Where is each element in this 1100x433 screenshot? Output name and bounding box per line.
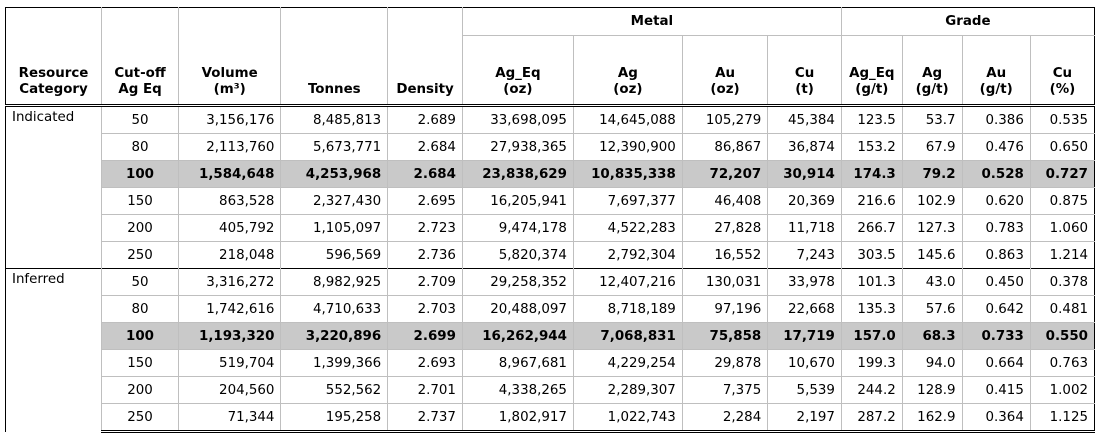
value-cell: 1,105,097: [281, 215, 388, 242]
value-cell: 2.693: [388, 350, 463, 377]
value-cell: 1,742,616: [178, 296, 280, 323]
table-row: [6, 242, 1095, 269]
column-header-line1: Au: [986, 66, 1007, 81]
resource-estimate-table: [5, 7, 1095, 433]
value-cell: 1,802,917: [462, 404, 573, 432]
value-cell: 3,220,896: [281, 323, 388, 350]
value-cell: 123.5: [841, 106, 902, 134]
value-cell: 1.060: [1030, 215, 1094, 242]
value-cell: 2,327,430: [281, 188, 388, 215]
column-header-line2: Category: [19, 82, 88, 97]
value-cell: 266.7: [841, 215, 902, 242]
value-cell: 33,698,095: [462, 106, 573, 134]
metal-group-header: Metal: [462, 8, 841, 36]
cutoff-cell: 100: [102, 323, 179, 350]
column-header-line2: (g/t): [915, 82, 949, 97]
column-header-grade-ag: [902, 36, 962, 106]
value-cell: 0.535: [1030, 106, 1094, 134]
value-cell: 29,878: [682, 350, 767, 377]
value-cell: 1.125: [1030, 404, 1094, 432]
header-blank-cell: [178, 8, 280, 36]
value-cell: 101.3: [841, 269, 902, 296]
value-cell: 0.863: [962, 242, 1030, 269]
value-cell: 218,048: [178, 242, 280, 269]
value-cell: 0.664: [962, 350, 1030, 377]
value-cell: 27,938,365: [462, 134, 573, 161]
value-cell: 0.733: [962, 323, 1030, 350]
column-header-metal-cu: [768, 36, 842, 106]
value-cell: 1,399,366: [281, 350, 388, 377]
value-cell: 2.709: [388, 269, 463, 296]
cutoff-cell: 250: [102, 242, 179, 269]
table-body: [6, 106, 1095, 432]
value-cell: 33,978: [768, 269, 842, 296]
value-cell: 36,874: [768, 134, 842, 161]
value-cell: 10,835,338: [573, 161, 682, 188]
value-cell: 2.736: [388, 242, 463, 269]
column-header-line2: Ag Eq: [118, 82, 162, 97]
value-cell: 1,584,648: [178, 161, 280, 188]
value-cell: 20,488,097: [462, 296, 573, 323]
table-header: [6, 8, 1095, 106]
value-cell: 68.3: [902, 323, 962, 350]
value-cell: 0.378: [1030, 269, 1094, 296]
column-header-line2: Tonnes: [307, 82, 361, 97]
cutoff-cell: 150: [102, 350, 179, 377]
cutoff-cell: 50: [102, 269, 179, 296]
table-row: [6, 161, 1095, 188]
value-cell: 97,196: [682, 296, 767, 323]
value-cell: 8,485,813: [281, 106, 388, 134]
value-cell: 53.7: [902, 106, 962, 134]
table-row: [6, 404, 1095, 432]
value-cell: 130,031: [682, 269, 767, 296]
value-cell: 0.550: [1030, 323, 1094, 350]
column-header-line1: Ag_Eq: [849, 66, 895, 81]
table-row: [6, 350, 1095, 377]
value-cell: 57.6: [902, 296, 962, 323]
column-header-line1: Ag_Eq: [495, 66, 541, 81]
column-header-line1: Au: [715, 66, 735, 81]
value-cell: 7,068,831: [573, 323, 682, 350]
value-cell: 244.2: [841, 377, 902, 404]
value-cell: 5,673,771: [281, 134, 388, 161]
table-row: [6, 215, 1095, 242]
value-cell: 3,156,176: [178, 106, 280, 134]
value-cell: 0.642: [962, 296, 1030, 323]
value-cell: 0.364: [962, 404, 1030, 432]
value-cell: 2.723: [388, 215, 463, 242]
table-row: [6, 323, 1095, 350]
column-header-line2: (g/t): [855, 82, 889, 97]
value-cell: 2.695: [388, 188, 463, 215]
value-cell: 303.5: [841, 242, 902, 269]
cutoff-cell: 100: [102, 161, 179, 188]
value-cell: 46,408: [682, 188, 767, 215]
value-cell: 30,914: [768, 161, 842, 188]
value-cell: 1.214: [1030, 242, 1094, 269]
value-cell: 16,552: [682, 242, 767, 269]
value-cell: 16,205,941: [462, 188, 573, 215]
header-blank-cell: [388, 8, 463, 36]
value-cell: 43.0: [902, 269, 962, 296]
value-cell: 8,982,925: [281, 269, 388, 296]
value-cell: 157.0: [841, 323, 902, 350]
value-cell: 0.727: [1030, 161, 1094, 188]
value-cell: 2.684: [388, 161, 463, 188]
value-cell: 2.699: [388, 323, 463, 350]
value-cell: 7,697,377: [573, 188, 682, 215]
table-row: [6, 106, 1095, 134]
value-cell: 145.6: [902, 242, 962, 269]
value-cell: 86,867: [682, 134, 767, 161]
value-cell: 2.703: [388, 296, 463, 323]
column-header-line2: Density: [396, 82, 454, 97]
column-header-grade-cu: [1030, 36, 1094, 106]
value-cell: 199.3: [841, 350, 902, 377]
value-cell: 2,113,760: [178, 134, 280, 161]
value-cell: 79.2: [902, 161, 962, 188]
value-cell: 67.9: [902, 134, 962, 161]
header-blank-cell: [6, 8, 102, 36]
value-cell: 2,197: [768, 404, 842, 432]
value-cell: 4,253,968: [281, 161, 388, 188]
column-header-line1: Cu: [1052, 66, 1073, 81]
column-header-line2: (oz): [710, 82, 740, 97]
resource-table-container: [5, 7, 1095, 433]
value-cell: 4,338,265: [462, 377, 573, 404]
value-cell: 5,820,374: [462, 242, 573, 269]
value-cell: 596,569: [281, 242, 388, 269]
value-cell: 17,719: [768, 323, 842, 350]
value-cell: 7,375: [682, 377, 767, 404]
grade-group-header: Grade: [841, 8, 1094, 36]
value-cell: 0.450: [962, 269, 1030, 296]
table-row: [6, 188, 1095, 215]
value-cell: 102.9: [902, 188, 962, 215]
value-cell: 2,289,307: [573, 377, 682, 404]
value-cell: 27,828: [682, 215, 767, 242]
column-header-cutoff-ageq: [102, 36, 179, 106]
value-cell: 3,316,272: [178, 269, 280, 296]
value-cell: 10,670: [768, 350, 842, 377]
cutoff-cell: 50: [102, 106, 179, 134]
value-cell: 2.701: [388, 377, 463, 404]
column-header-grade-ageq: [841, 36, 902, 106]
column-header-line1: Ag: [922, 66, 943, 81]
value-cell: 12,390,900: [573, 134, 682, 161]
value-cell: 16,262,944: [462, 323, 573, 350]
value-cell: 2.737: [388, 404, 463, 432]
header-blank-cell: [102, 8, 179, 36]
value-cell: 5,539: [768, 377, 842, 404]
column-header-line2: (m³): [213, 82, 246, 97]
column-header-line2: (t): [795, 82, 814, 97]
value-cell: 0.476: [962, 134, 1030, 161]
value-cell: 105,279: [682, 106, 767, 134]
column-header-metal-ag: [573, 36, 682, 106]
value-cell: 11,718: [768, 215, 842, 242]
resource-category-cell: Inferred: [6, 269, 102, 432]
value-cell: 4,229,254: [573, 350, 682, 377]
value-cell: 0.783: [962, 215, 1030, 242]
column-header-line2: (%): [1049, 82, 1076, 97]
value-cell: 127.3: [902, 215, 962, 242]
value-cell: 8,967,681: [462, 350, 573, 377]
value-cell: 174.3: [841, 161, 902, 188]
column-header-grade-au: [962, 36, 1030, 106]
value-cell: 0.650: [1030, 134, 1094, 161]
column-header-density: [388, 36, 463, 106]
resource-category-cell: Indicated: [6, 106, 102, 269]
value-cell: 863,528: [178, 188, 280, 215]
value-cell: 135.3: [841, 296, 902, 323]
value-cell: 287.2: [841, 404, 902, 432]
column-header-metal-au: [682, 36, 767, 106]
column-header-line2: (oz): [613, 82, 643, 97]
cutoff-cell: 200: [102, 215, 179, 242]
column-header-line2: (g/t): [979, 82, 1013, 97]
value-cell: 2.689: [388, 106, 463, 134]
value-cell: 405,792: [178, 215, 280, 242]
table-row: [6, 269, 1095, 296]
value-cell: 71,344: [178, 404, 280, 432]
value-cell: 1,193,320: [178, 323, 280, 350]
column-header-volume: [178, 36, 280, 106]
value-cell: 45,384: [768, 106, 842, 134]
value-cell: 9,474,178: [462, 215, 573, 242]
column-header-resource-category: [6, 36, 102, 106]
value-cell: 8,718,189: [573, 296, 682, 323]
value-cell: 22,668: [768, 296, 842, 323]
value-cell: 20,369: [768, 188, 842, 215]
cutoff-cell: 80: [102, 296, 179, 323]
value-cell: 12,407,216: [573, 269, 682, 296]
value-cell: 72,207: [682, 161, 767, 188]
column-header-line1: Cut-off: [114, 66, 166, 81]
value-cell: 552,562: [281, 377, 388, 404]
cutoff-cell: 80: [102, 134, 179, 161]
table-row: [6, 377, 1095, 404]
value-cell: 14,645,088: [573, 106, 682, 134]
value-cell: 0.763: [1030, 350, 1094, 377]
value-cell: 1.002: [1030, 377, 1094, 404]
value-cell: 195,258: [281, 404, 388, 432]
value-cell: 2,792,304: [573, 242, 682, 269]
column-header-row: [6, 36, 1095, 106]
value-cell: 4,710,633: [281, 296, 388, 323]
value-cell: 216.6: [841, 188, 902, 215]
column-header-line1: Volume: [201, 66, 258, 81]
value-cell: 0.386: [962, 106, 1030, 134]
value-cell: 0.620: [962, 188, 1030, 215]
header-blank-cell: [281, 8, 388, 36]
value-cell: 23,838,629: [462, 161, 573, 188]
column-header-line1: Resource: [18, 66, 89, 81]
value-cell: 204,560: [178, 377, 280, 404]
value-cell: 0.415: [962, 377, 1030, 404]
value-cell: 0.875: [1030, 188, 1094, 215]
table-row: [6, 296, 1095, 323]
value-cell: 29,258,352: [462, 269, 573, 296]
value-cell: 128.9: [902, 377, 962, 404]
column-header-tonnes: [281, 36, 388, 106]
value-cell: 1,022,743: [573, 404, 682, 432]
value-cell: 75,858: [682, 323, 767, 350]
cutoff-cell: 200: [102, 377, 179, 404]
value-cell: 0.481: [1030, 296, 1094, 323]
value-cell: 519,704: [178, 350, 280, 377]
column-header-line1: Ag: [617, 66, 638, 81]
value-cell: 94.0: [902, 350, 962, 377]
value-cell: 4,522,283: [573, 215, 682, 242]
value-cell: 2.684: [388, 134, 463, 161]
column-header-line2: (oz): [503, 82, 533, 97]
value-cell: 162.9: [902, 404, 962, 432]
header-group-row: [6, 8, 1095, 36]
column-header-metal-ageq: [462, 36, 573, 106]
value-cell: 0.528: [962, 161, 1030, 188]
value-cell: 153.2: [841, 134, 902, 161]
table-row: [6, 134, 1095, 161]
value-cell: 7,243: [768, 242, 842, 269]
value-cell: 2,284: [682, 404, 767, 432]
column-header-line1: Cu: [794, 66, 815, 81]
cutoff-cell: 250: [102, 404, 179, 432]
cutoff-cell: 150: [102, 188, 179, 215]
